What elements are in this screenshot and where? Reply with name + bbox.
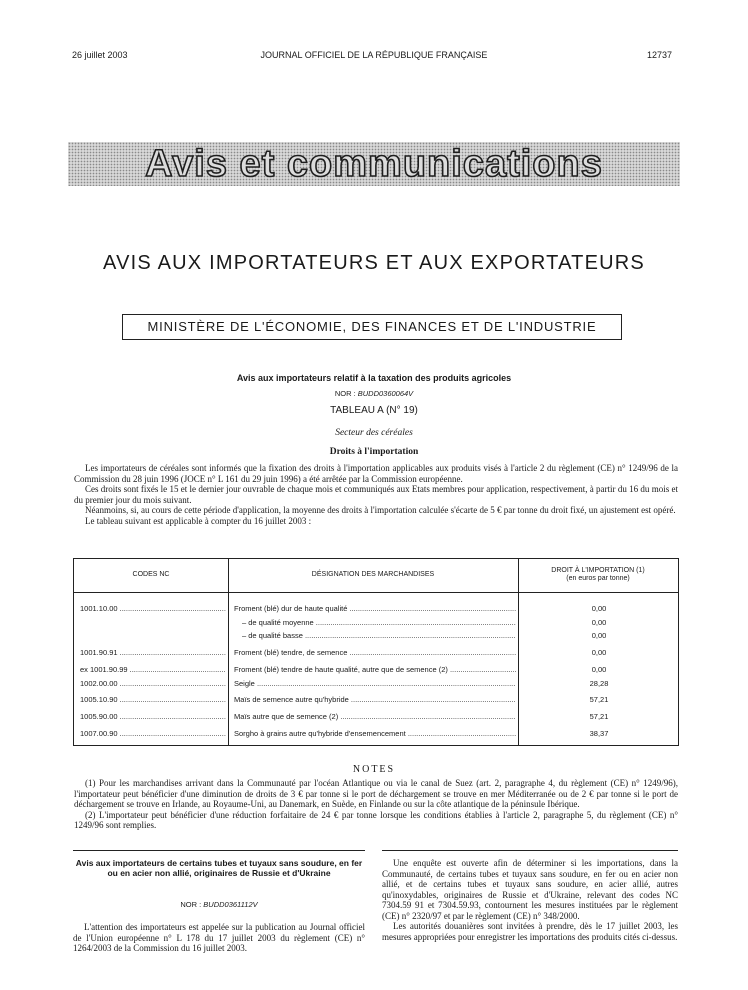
header-page-number: 12737	[646, 50, 672, 60]
droits-heading: Droits à l'importation	[329, 447, 419, 457]
column-header-duty-unit: (en euros par tonne)	[566, 575, 630, 582]
column-header-designation: DÉSIGNATION DES MARCHANDISES	[311, 571, 435, 578]
avis2-nor-value: BUDD0361112V	[203, 900, 258, 909]
section-banner	[68, 142, 680, 186]
avis2-nor-label: NOR :	[180, 900, 204, 909]
avis1-body	[74, 463, 678, 526]
table-cell-code: 1007.00.90 .....	[80, 729, 226, 738]
avis2-body-right	[382, 858, 678, 942]
table-cell-value: 0,00	[591, 618, 607, 627]
column-header-duty-title: DROIT À L'IMPORTATION (1)	[551, 567, 645, 574]
table-cell-designation: Maïs autre que de semence (2) .....	[234, 712, 516, 721]
header-date: 26 juillet 2003	[72, 50, 128, 60]
table-cell-value: 0,00	[591, 665, 607, 674]
avis2-body-left	[73, 922, 365, 954]
note-item: (2) L'importateur peut bénéficier d'une réduction forfaitaire de 24 € par tonne lorsque les conditions établies à l'article 2, paragraphe 5, du règlement (CE) n° 1249/96 sont remplies.	[74, 809, 678, 830]
table-cell-code: 1001.10.00 .....	[80, 604, 226, 613]
table-divider	[518, 559, 519, 745]
avis2-paragraph: L'attention des importateurs est appelée sur la publication au Journal officiel de l'Union européenne n° L 178 du 17 juillet 2003 du règlement (CE) n° 1264/2003 de la Commission du 16 juillet 2003.	[73, 922, 365, 953]
table-cell-code: 1005.10.90 .....	[80, 695, 226, 704]
table-cell-designation: – de qualité basse .....	[234, 631, 516, 640]
table-cell-value: 0,00	[591, 631, 607, 640]
table-cell-designation: – de qualité moyenne .....	[234, 618, 516, 627]
table-cell-code: 1002.00.00 .....	[80, 679, 226, 688]
avis1-paragraph: Les importateurs de céréales sont informés que la fixation des droits à l'importation applicables aux produits visés à l'article 2 du règlement (CE) n° 1249/96 de la Commission du 28 juin 1996 (JOCE n° L 161 du 29 juin 1996) a été arrêtée par la Commission européenne.	[74, 463, 678, 484]
table-cell-code: 1005.90.00 .....	[80, 712, 226, 721]
table-header-rule	[74, 592, 678, 593]
section-title: AVIS AUX IMPORTATEURS ET AUX EXPORTATEURS	[103, 252, 645, 274]
import-duty-table	[73, 558, 679, 746]
column-header-duty	[518, 567, 678, 583]
secteur-label: Secteur des céréales	[335, 428, 413, 438]
column-rule-left	[73, 850, 365, 851]
avis2-paragraph: Une enquête est ouverte afin de déterminer si les importations, dans la Communauté, de certains tubes et tuyaux sans soudure, en fer ou en acier non allié, et de certains tubes et tuyaux sans soudure, en acier allié, autres qu'inoxydables, originaires de Russie et d'Ukraine, relevant des codes NC 7304.59 91 et 7304.59.93, contournent les mesures instituées par le règlement (CE) n° 2320/97 et par le règlement (CE) n° 348/2000.	[382, 858, 678, 921]
table-cell-designation: Sorgho à grains autre qu'hybride d'ensemencement .....	[234, 729, 516, 738]
header-journal-title: JOURNAL OFFICIEL DE LA RÉPUBLIQUE FRANÇAISE	[260, 50, 488, 60]
avis2-title: Avis aux importateurs de certains tubes et tuyaux sans soudure, en fer ou en acier non allié, originaires de Russie et d'Ukraine	[75, 858, 363, 878]
table-cell-designation: Froment (blé) dur de haute qualité .....	[234, 604, 516, 613]
tableau-title: TABLEAU A (N° 19)	[330, 405, 418, 416]
avis1-paragraph: Le tableau suivant est applicable à compter du 16 juillet 2003 :	[85, 515, 312, 526]
avis1-nor	[0, 389, 748, 398]
banner-title: Avis et communications	[145, 143, 603, 185]
table-cell-value: 28,28	[589, 679, 609, 688]
column-header-codes: CODES NC	[132, 571, 170, 578]
avis1-title: Avis aux importateurs relatif à la taxation des produits agricoles	[236, 373, 512, 383]
avis2-paragraph: Les autorités douanières sont invitées à prendre, dès le 17 juillet 2003, les mesures appropriées pour enregistrer les importations des produits cités ci-dessus.	[382, 921, 678, 942]
notes-body	[74, 778, 678, 831]
table-cell-designation: Maïs de semence autre qu'hybride .....	[234, 695, 516, 704]
table-cell-value: 57,21	[589, 712, 609, 721]
table-cell-code: ex 1001.90.99 .....	[80, 665, 226, 674]
table-cell-value: 0,00	[591, 604, 607, 613]
column-rule-right	[382, 850, 678, 851]
table-cell-code: 1001.90.91 .....	[80, 648, 226, 657]
table-cell-value: 38,37	[589, 729, 609, 738]
avis1-nor-label: NOR :	[334, 389, 358, 398]
table-cell-designation: Froment (blé) tendre, de semence .....	[234, 648, 516, 657]
notes-title: NOTES	[352, 764, 396, 775]
ministry-box: MINISTÈRE DE L'ÉCONOMIE, DES FINANCES ET DE L'INDUSTRIE	[122, 314, 622, 340]
table-cell-value: 57,21	[589, 695, 609, 704]
table-cell-value: 0,00	[591, 648, 607, 657]
avis1-paragraph: Ces droits sont fixés le 15 et le dernier jour ouvrable de chaque mois et communiqués aux Etats membres pour application, respectivement, à partir du 16 du mois et du premier jour du mois suivant.	[74, 484, 678, 505]
avis2-nor	[73, 900, 365, 909]
avis1-nor-value: BUDD0360064V	[357, 389, 414, 398]
table-cell-designation: Seigle .....	[234, 679, 516, 688]
table-divider	[228, 559, 229, 745]
table-cell-designation: Froment (blé) tendre de haute qualité, autre que de semence (2) .....	[234, 665, 516, 674]
note-item: (1) Pour les marchandises arrivant dans la Communauté par l'océan Atlantique ou via le canal de Suez (art. 2, paragraphe 4, du règlement (CE) n° 1249/96), l'importateur peut bénéficier d'une diminution de droits de 3 € par tonne si le port de déchargement se trouve en mer Méditerranée ou de 2 € par tonne si le port de déchargement se trouve en Irlande, au Royaume-Uni, au Danemark, en Suède, en Finlande ou sur la côte atlantique de la péninsule Ibérique.	[74, 778, 678, 809]
avis1-paragraph: Néanmoins, si, au cours de cette période d'application, la moyenne des droits à l'importation calculée s'écarte de 5 € par tonne du droit fixé, un ajustement est opéré.	[85, 505, 676, 515]
